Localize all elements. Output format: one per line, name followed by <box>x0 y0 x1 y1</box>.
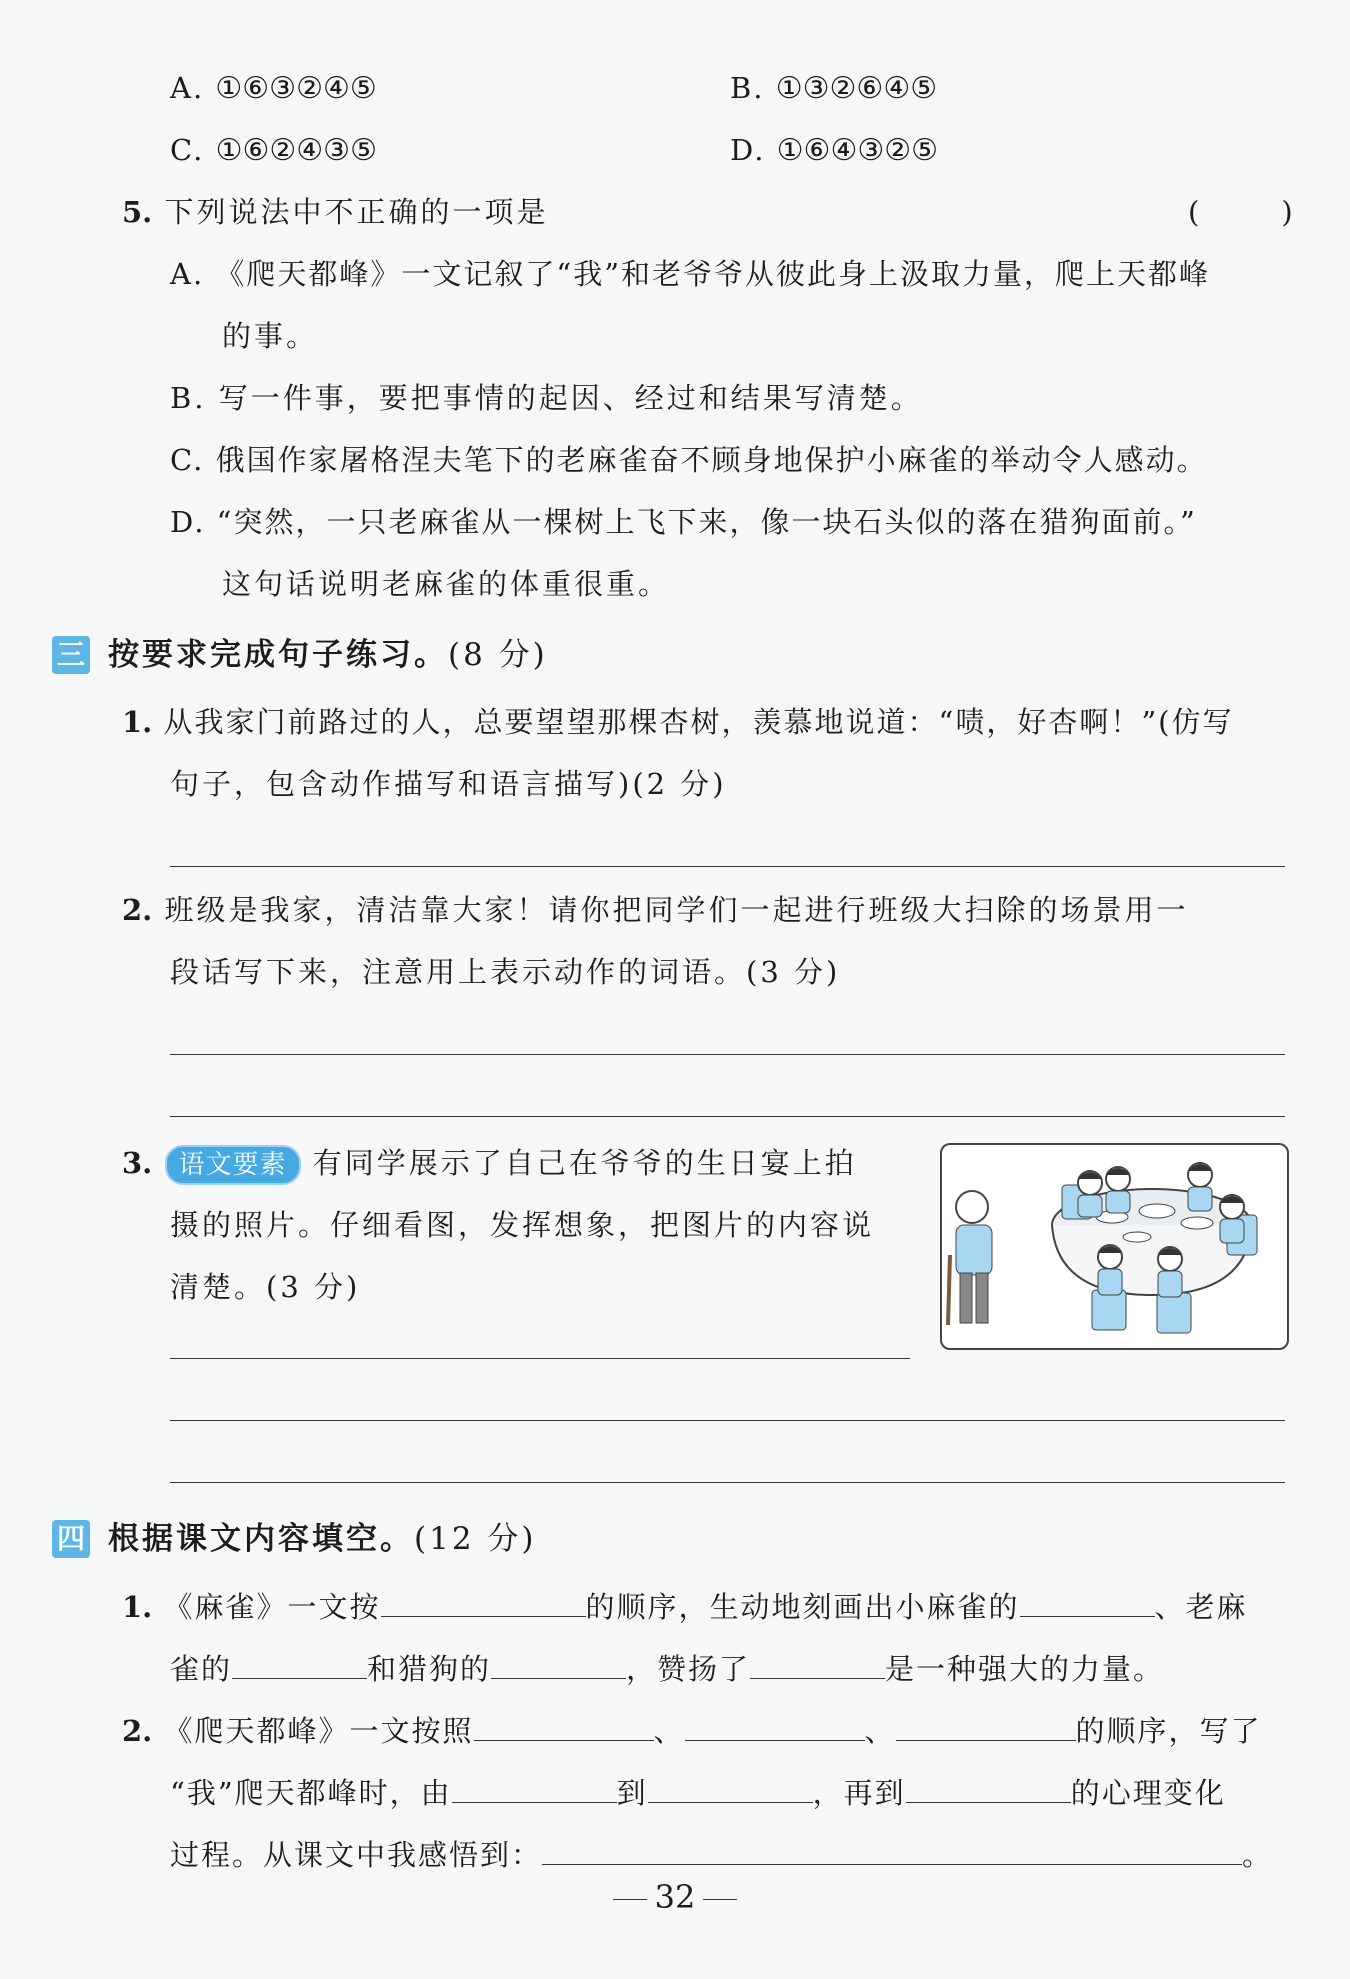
question-text: 雀的 <box>170 1652 233 1686</box>
s3-q1-text-cont: 句子，包含动作描写和语言描写)(2 分) <box>170 767 727 801</box>
fill-blank[interactable] <box>474 1710 654 1741</box>
option-text: “突然，一只老麻雀从一棵树上飞下来，像一块石头似的落在猎狗面前。” <box>216 505 1197 539</box>
question-text: 、 <box>864 1714 896 1748</box>
q4-option-d <box>730 130 938 171</box>
section-4-badge: 四 <box>52 1520 90 1558</box>
question-number: 2. <box>122 893 153 927</box>
language-element-tag: 语文要素 <box>165 1145 301 1185</box>
s3-q3-text-cont1: 摄的照片。仔细看图，发挥想象，把图片的内容说 <box>170 1208 875 1242</box>
section-score: (12 分) <box>414 1521 537 1557</box>
question-text: ，赞扬了 <box>626 1652 751 1686</box>
s4-q2-line2 <box>170 1772 1226 1813</box>
question-number: 3. <box>122 1146 153 1180</box>
option-letter: A. <box>170 71 205 105</box>
question-text: 的顺序，写了 <box>1075 1714 1262 1748</box>
q5-option-d-cont: 这句话说明老麻雀的体重很重。 <box>222 567 671 601</box>
option-letter: A. <box>170 257 205 291</box>
s4-q1-line1 <box>122 1586 1248 1627</box>
question-text: 和猎狗的 <box>367 1652 492 1686</box>
page-number-text: 32 <box>654 1878 696 1916</box>
question-text: 从我家门前路过的人，总要望望那棵杏树，羡慕地说道：“啧，好杏啊！”(仿写 <box>163 705 1234 739</box>
s3-q1-text <box>122 702 1233 742</box>
q5-option-b <box>170 378 923 418</box>
question-text: 。 <box>1242 1838 1274 1872</box>
question-number: 1. <box>122 1590 153 1624</box>
q5-stem <box>122 192 549 232</box>
question-number: 1. <box>122 705 153 739</box>
s3-q3-text-cont2: 清楚。(3 分) <box>170 1270 361 1304</box>
page-number <box>0 1877 1350 1917</box>
option-text: 俄国作家屠格涅夫笔下的老麻雀奋不顾身地保护小麻雀的举动令人感动。 <box>215 443 1208 477</box>
section-score: (8 分) <box>448 637 548 673</box>
question-text: 下列说法中不正确的一项是 <box>164 195 549 229</box>
page-number-dash <box>703 1899 737 1900</box>
section-3-badge: 三 <box>52 636 90 674</box>
q4-option-c <box>170 130 377 171</box>
option-sequence: ①③②⑥④⑤ <box>775 71 938 106</box>
q5-option-a <box>170 254 1210 294</box>
birthday-party-drawing <box>942 1145 1287 1348</box>
answer-line[interactable] <box>170 1420 1285 1421</box>
option-letter: C. <box>170 133 205 167</box>
question-text: 有同学展示了自己在爷爷的生日宴上拍 <box>312 1146 857 1180</box>
question-text: 《爬天都峰》一文按照 <box>163 1714 474 1748</box>
option-sequence: ①⑥④③②⑤ <box>776 133 939 168</box>
question-text: 、老麻 <box>1154 1590 1248 1624</box>
fill-blank[interactable] <box>452 1772 617 1803</box>
fill-blank[interactable] <box>685 1710 865 1741</box>
option-letter: B. <box>170 381 207 415</box>
answer-line[interactable] <box>170 1482 1285 1483</box>
fill-blank[interactable] <box>906 1772 1071 1803</box>
section-3-title <box>108 635 548 675</box>
s4-q2-line1 <box>122 1710 1262 1751</box>
question-text: 、 <box>653 1714 685 1748</box>
fill-blank[interactable] <box>896 1710 1076 1741</box>
s3-q2-text-cont: 段话写下来，注意用上表示动作的词语。(3 分) <box>170 955 841 989</box>
question-text: 过程。从课文中我感悟到： <box>170 1838 543 1872</box>
fill-blank[interactable] <box>648 1772 813 1803</box>
fill-blank[interactable] <box>750 1648 885 1679</box>
s3-q2-text <box>122 890 1189 930</box>
answer-line[interactable] <box>170 1116 1285 1117</box>
question-text: 班级是我家，清洁靠大家！请你把同学们一起进行班级大扫除的场景用一 <box>164 893 1189 927</box>
question-text: 的顺序，生动地刻画出小麻雀的 <box>585 1590 1020 1624</box>
fill-blank[interactable] <box>232 1648 367 1679</box>
answer-line[interactable] <box>170 1358 910 1359</box>
option-letter: C. <box>170 443 205 477</box>
q4-option-b <box>730 68 937 109</box>
option-sequence: ①⑥③②④⑤ <box>215 71 377 106</box>
q5-option-d <box>170 502 1197 542</box>
fill-blank[interactable] <box>381 1586 586 1617</box>
question-text: 的心理变化 <box>1070 1776 1226 1810</box>
s4-q1-line2 <box>170 1648 1164 1689</box>
question-text: 《麻雀》一文按 <box>163 1590 381 1624</box>
q4-option-a <box>170 68 377 109</box>
q5-option-a-cont: 的事。 <box>222 319 319 353</box>
option-letter: D. <box>730 133 766 167</box>
fill-blank[interactable] <box>491 1648 626 1679</box>
q5-option-c <box>170 440 1208 480</box>
question-text: ，再到 <box>812 1776 906 1810</box>
fill-blank[interactable] <box>542 1834 1242 1865</box>
option-sequence: ①⑥②④③⑤ <box>215 133 377 168</box>
question-text: 到 <box>616 1776 648 1810</box>
option-letter: D. <box>170 505 206 539</box>
s3-q3-text <box>122 1143 857 1185</box>
question-number: 5. <box>122 195 153 229</box>
answer-line[interactable] <box>170 866 1285 867</box>
section-title-text: 按要求完成句子练习。 <box>108 637 448 673</box>
s4-q2-line3 <box>170 1834 1273 1875</box>
page-number-dash <box>613 1899 647 1900</box>
answer-parentheses[interactable]: ( ) <box>1188 195 1301 229</box>
option-text: 《爬天都峰》一文记叙了“我”和老爷爷从彼此身上汲取力量，爬上天都峰 <box>215 257 1211 291</box>
question-text: 是一种强大的力量。 <box>885 1652 1165 1686</box>
option-letter: B. <box>730 71 765 105</box>
section-4-title <box>108 1519 537 1559</box>
question-number: 2. <box>122 1714 153 1748</box>
option-text: 写一件事，要把事情的起因、经过和结果写清楚。 <box>218 381 923 415</box>
fill-blank[interactable] <box>1020 1586 1155 1617</box>
answer-line[interactable] <box>170 1054 1285 1055</box>
section-title-text: 根据课文内容填空。 <box>108 1521 414 1557</box>
birthday-party-illustration <box>940 1143 1289 1350</box>
question-text: “我”爬天都峰时，由 <box>170 1776 452 1810</box>
